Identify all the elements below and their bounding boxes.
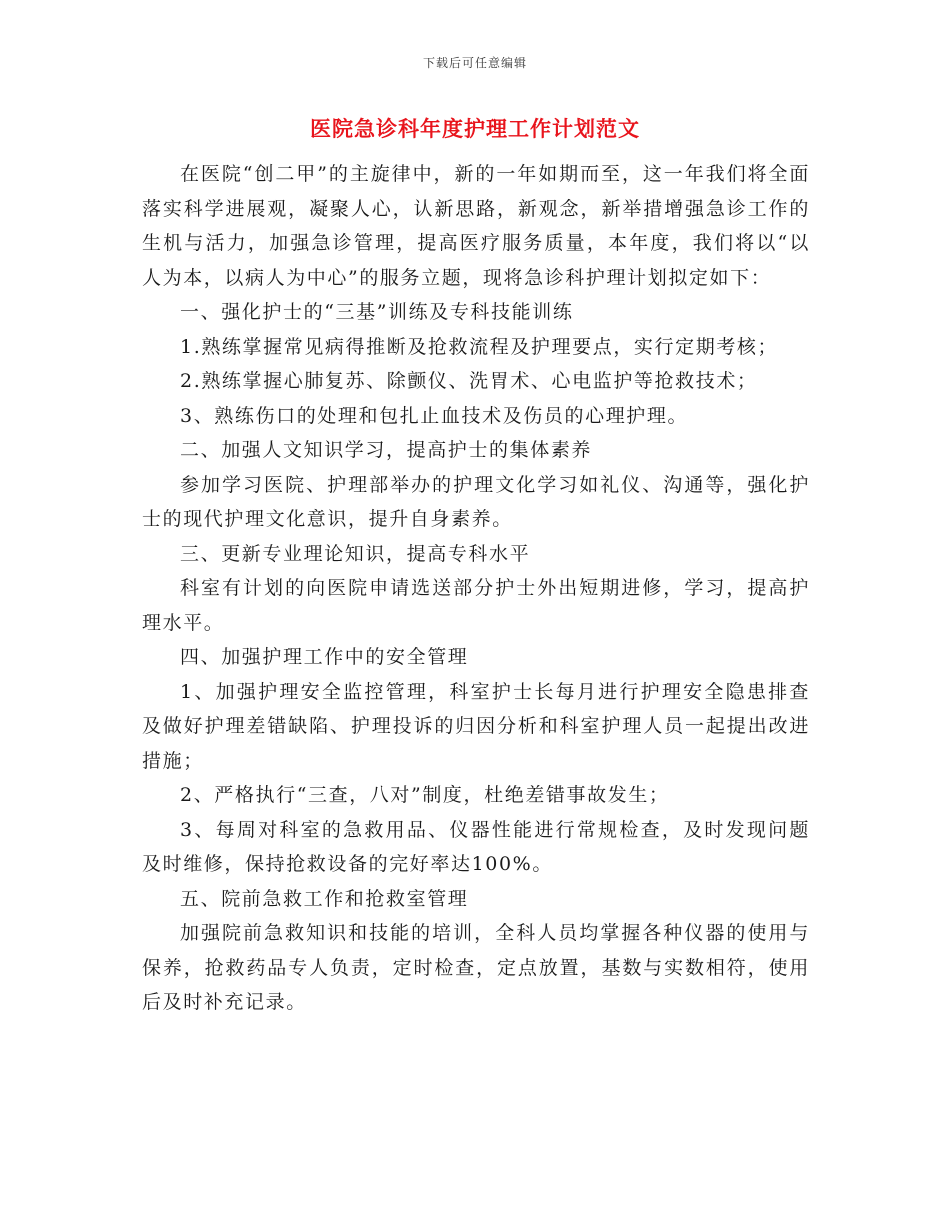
list-item: 3、熟练伤口的处理和包扎止血技术及伤员的心理护理。 (180, 404, 689, 427)
list-item: 1.熟练掌握常见病得推断及抢救流程及护理要点，实行定期考核； (180, 335, 779, 358)
document-body (142, 157, 810, 1020)
body-paragraph: 参加学习医院、护理部举办的护理文化学习如礼仪、沟通等，强化护士的现代护理文化意识，提升自身素养。 (142, 473, 810, 530)
section-heading-4: 四、加强护理工作中的安全管理 (180, 646, 469, 668)
document-title: 医院急诊科年度护理工作计划范文 (310, 116, 640, 141)
section-heading-5: 五、院前急救工作和抢救室管理 (180, 887, 469, 910)
list-item: 2.熟练掌握心肺复苏、除颤仪、洗胃术、心电监护等抢救技术； (180, 370, 758, 392)
section-heading-3: 三、更新专业理论知识，提高专科水平 (180, 542, 531, 565)
intro-paragraph: 在医院“创二甲”的主旋律中，新的一年如期而至，这一年我们将全面落实科学进展观，凝聚人心，认新思路，新观念，新举措增强急诊工作的生机与活力，加强急诊管理，提高医疗服务质量，本年度，我们将以“以人为本，以病人为中心”的服务立题，现将急诊科护理计划拟定如下： (142, 163, 810, 289)
list-item: 2、严格执行“三查，八对”制度，杜绝差错事故发生； (180, 784, 670, 806)
body-paragraph: 加强院前急救知识和技能的培训，全科人员均掌握各种仪器的使用与保养，抢救药品专人负责，定时检查，定点放置，基数与实数相符，使用后及时补充记录。 (142, 922, 810, 1013)
section-heading-2: 二、加强人文知识学习，提高护士的集体素养 (180, 439, 593, 461)
header-note: 下载后可任意编辑 (422, 56, 527, 70)
body-paragraph: 科室有计划的向医院申请选送部分护士外出短期进修，学习，提高护理水平。 (142, 577, 810, 634)
section-heading-1: 一、强化护士的“三基”训练及专科技能训练 (180, 301, 574, 323)
list-item: 1、加强护理安全监控管理，科室护士长每月进行护理安全隐患排查及做好护理差错缺陷、护理投诉的归因分析和科室护理人员一起提出改进措施； (142, 680, 810, 772)
list-item: 3、每周对科室的急救用品、仪器性能进行常规检查，及时发现问题及时维修，保持抢救设备的完好率达100%。 (142, 818, 810, 875)
